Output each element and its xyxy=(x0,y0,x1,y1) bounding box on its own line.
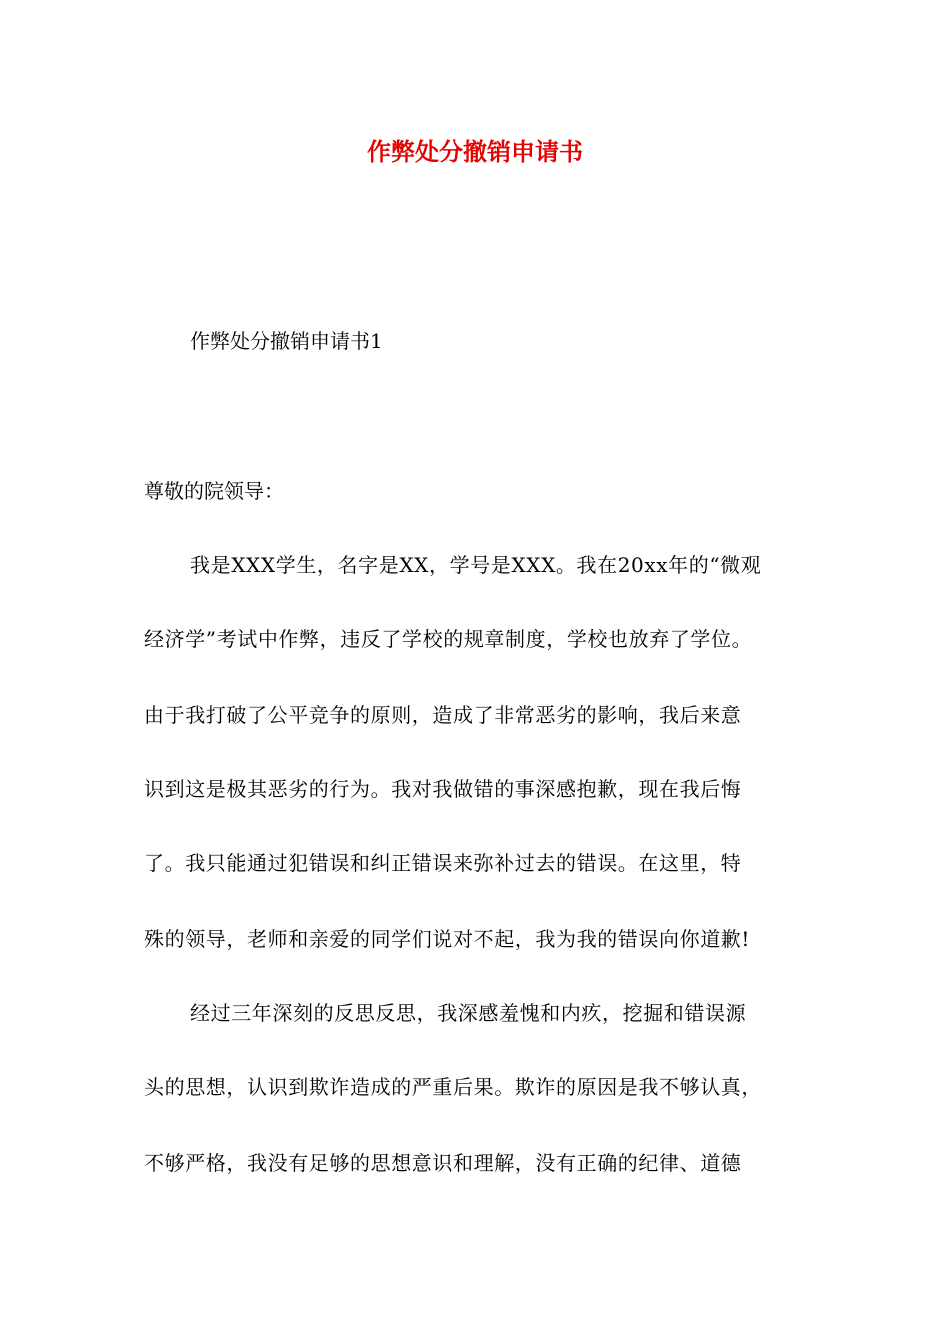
paragraph-line: 了。我只能通过犯错误和纠正错误来弥补过去的错误。在这里，特 xyxy=(144,851,742,875)
paragraph-line: 头的思想，认识到欺诈造成的严重后果。欺诈的原因是我不够认真， xyxy=(144,1075,762,1099)
document-title: 作弊处分撤销申请书 xyxy=(367,137,583,166)
paragraph-line: 殊的领导，老师和亲爱的同学们说对不起，我为我的错误向你道歉! xyxy=(144,927,751,951)
paragraph-line: 经过三年深刻的反思反思，我深感羞愧和内疚，挖掘和错误源 xyxy=(190,1001,747,1025)
paragraph-line: 由于我打破了公平竞争的原则，造成了非常恶劣的影响，我后来意 xyxy=(144,703,742,727)
paragraph-line: 我是XXX学生，名字是XX，学号是XXX。我在20xx年的“微观 xyxy=(190,553,762,577)
section-subtitle: 作弊处分撤销申请书1 xyxy=(190,329,383,353)
paragraph-line: 经济学”考试中作弊，违反了学校的规章制度，学校也放弃了学位。 xyxy=(144,627,753,651)
paragraph-line: 识到这是极其恶劣的行为。我对我做错的事深感抱歉，现在我后悔 xyxy=(144,777,742,801)
salutation: 尊敬的院领导： xyxy=(144,479,284,503)
paragraph-line: 不够严格，我没有足够的思想意识和理解，没有正确的纪律、道德 xyxy=(144,1151,742,1175)
